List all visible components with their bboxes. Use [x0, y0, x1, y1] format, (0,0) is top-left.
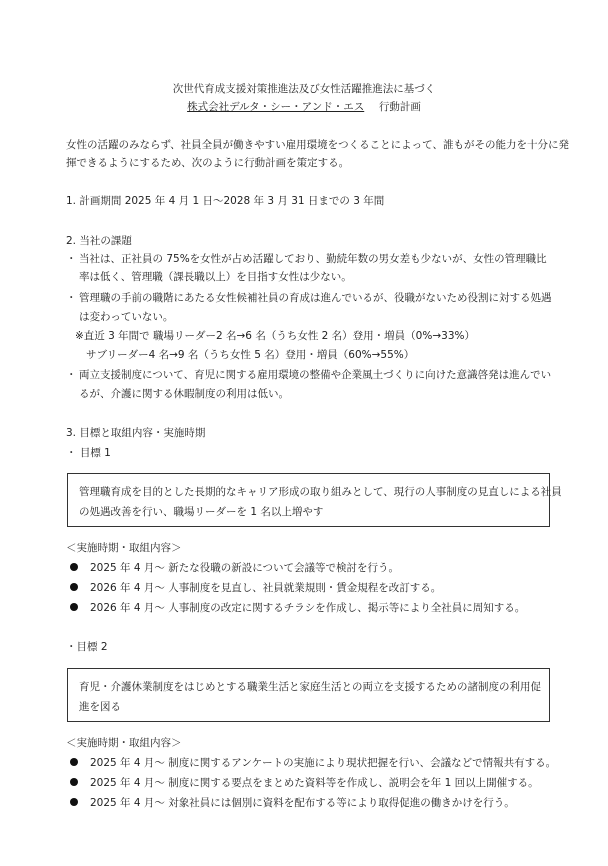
- goal2-action-3: [70, 797, 515, 811]
- goal1-label: ・ 目標 1: [66, 447, 111, 459]
- goal2-action-1: [70, 757, 556, 771]
- issue-2-line-2: は変わっていない。: [79, 311, 174, 323]
- intro-line-1: 女性の活躍のみならず、社員全員が働きやすい雇用環境をつくることによって、誰もがその能力を十分に発: [66, 139, 569, 151]
- bullet-icon: [70, 583, 78, 591]
- issue-2-line-1: 管理職の手前の職階にあたる女性候補社員の育成は進んでいるが、役職がないため役割に対する処遇: [79, 292, 552, 304]
- goal1-action-2: [70, 582, 441, 596]
- goal1-box-line-2: の処遇改善を行い、職場リーダーを 1 名以上増やす: [79, 506, 324, 518]
- goal1-action-1: [70, 562, 399, 576]
- goal1-action-3: [70, 602, 525, 616]
- goal2-action-3-text: 2025 年 4 月～ 対象社員には個別に資料を配布する等により取得促進の働きかけを行う。: [90, 797, 515, 809]
- goal1-action-3-text: 2026 年 4 月～ 人事制度の改定に関するチラシを作成し、掲示等により全社員に周知する。: [90, 602, 526, 614]
- issue-1-line-2: 率は低く、管理職（課長職以上）を目指す女性は少ない。: [79, 271, 352, 283]
- document-subtitle: [0, 101, 608, 115]
- company-name: 株式会社デルタ・シー・アンド・エス: [187, 101, 365, 113]
- issue-3-line-1: 両立支援制度について、育児に関する雇用環境の整備や企業風土づくりに向けた意識啓発は進んでい: [79, 369, 552, 381]
- issue-bullet-mark: ・: [66, 369, 77, 381]
- bullet-icon: [70, 798, 78, 806]
- issue-note-line-2: サブリーダー4 名→9 名（うち女性 5 名）登用・増員（60%→55%）: [86, 349, 415, 361]
- issue-1-line-1: 当社は、正社員の 75%を女性が占め活躍しており、勤続年数の男女差も少ないが、女性の管理職比: [79, 253, 547, 265]
- goal1-action-1-text: 2025 年 4 月～ 新たな役職の新設について会議等で検討を行う。: [90, 562, 400, 574]
- section2-heading: 2. 当社の課題: [66, 235, 132, 247]
- bullet-icon: [70, 778, 78, 786]
- issue-bullet-mark: ・: [66, 253, 77, 265]
- bullet-icon: [70, 758, 78, 766]
- goal2-action-1-text: 2025 年 4 月～ 制度に関するアンケートの実施により現状把握を行い、会議などで情報共有する。: [90, 757, 557, 769]
- goal2-action-2: [70, 777, 539, 791]
- bullet-icon: [70, 563, 78, 571]
- issue-bullet-mark: ・: [66, 292, 77, 304]
- goal1-action-2-text: 2026 年 4 月～ 人事制度を見直し、社員就業規則・賃金規程を改訂する。: [90, 582, 442, 594]
- goal2-schedule-label: ＜実施時期・取組内容＞: [66, 737, 182, 749]
- plan-label: 行動計画: [378, 101, 421, 113]
- goal1-box: [67, 473, 562, 527]
- goal2-action-2-text: 2025 年 4 月～ 制度に関する要点をまとめた資料等を作成し、説明会を年 1 回以上開催する。: [90, 777, 539, 789]
- section3-heading: 3. 目標と取組内容・実施時期: [66, 427, 206, 439]
- bullet-icon: [70, 603, 78, 611]
- goal2-label: ・目標 2: [66, 641, 108, 653]
- issue-3-line-2: るが、介護に関する休暇制度の利用は低い。: [79, 388, 289, 400]
- goal2-box: [67, 668, 550, 722]
- document-title: 次世代育成支援対策推進法及び女性活躍推進法に基づく: [172, 83, 436, 95]
- goal1-box-line-1: 管理職育成を目的とした長期的なキャリア形成の取り組みとして、現行の人事制度の見直しによる社員: [79, 486, 562, 498]
- issue-note-line-1: ※直近 3 年間で 職場リーダー2 名→6 名（うち女性 2 名）登用・増員（0%→33%）: [75, 330, 475, 342]
- intro-line-2: 揮できるようにするため、次のように行動計画を策定する。: [66, 157, 350, 169]
- goal2-box-line-2: 進を図る: [79, 701, 121, 713]
- goal2-box-line-1: 育児・介護休業制度をはじめとする職業生活と家庭生活との両立を支援するための諸制度の利用促: [79, 681, 541, 693]
- section1-heading: 1. 計画期間 2025 年 4 月 1 日～2028 年 3 月 31 日までの 3 年間: [66, 195, 385, 207]
- goal1-schedule-label: ＜実施時期・取組内容＞: [66, 542, 182, 554]
